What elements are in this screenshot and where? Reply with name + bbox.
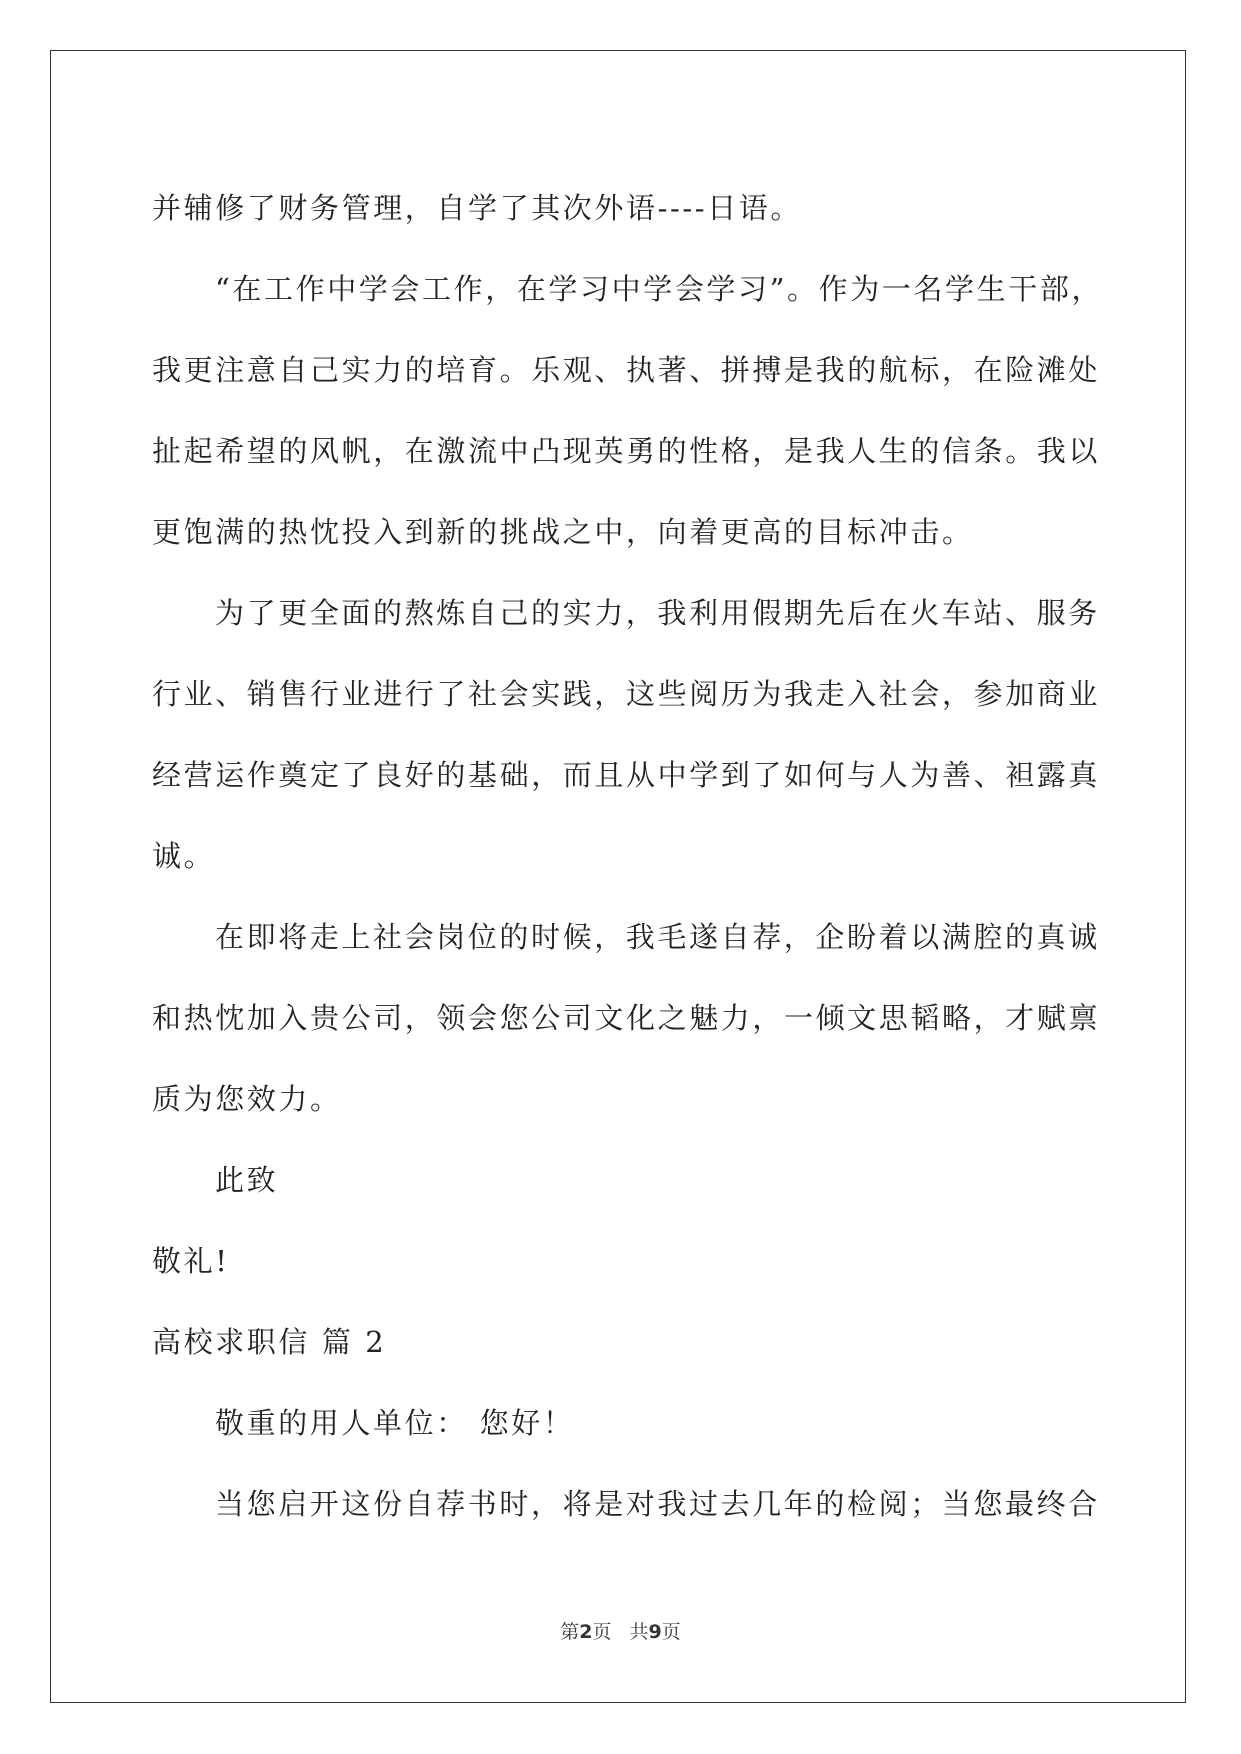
text-line: 为了更全面的熬炼自己的实力，我利用假期先后在火车站、服务: [215, 596, 1100, 630]
page-prefix: 第: [560, 1621, 580, 1643]
text-line: 质为您效力。: [152, 1082, 342, 1116]
salutation-regards: 敬礼!: [152, 1244, 230, 1278]
section-heading: 高校求职信 篇 2: [152, 1325, 387, 1359]
page-suffix: 页: [592, 1621, 612, 1643]
text-line: 诚。: [152, 839, 216, 873]
text-line: 当您启开这份自荐书时，将是对我过去几年的检阅；当您最终合: [215, 1487, 1100, 1521]
text-line: 行业、销售行业进行了社会实践，这些阅历为我走入社会，参加商业: [152, 677, 1101, 711]
page-footer: [0, 1617, 1241, 1644]
total-suffix: 页: [661, 1621, 681, 1643]
text-line: 我更注意自己实力的培育。乐观、执著、拼搏是我的航标，在险滩处: [152, 353, 1101, 387]
text-line: 经营运作奠定了良好的基础，而且从中学到了如何与人为善、袒露真: [152, 758, 1101, 792]
greeting-line: 敬重的用人单位： 您好！: [215, 1406, 575, 1440]
text-line: 更饱满的热忱投入到新的挑战之中，向着更高的目标冲击。: [152, 515, 974, 549]
salutation-closing: 此致: [215, 1163, 279, 1197]
document-body: [152, 168, 1104, 1545]
total-pages: 9: [648, 1621, 662, 1643]
text-line: 并辅修了财务管理，自学了其次外语----日语。: [152, 191, 802, 225]
text-line: “在工作中学会工作，在学习中学会学习”。作为一名学生干部，: [215, 272, 1104, 306]
page-number: 2: [579, 1621, 593, 1643]
text-line: 在即将走上社会岗位的时候，我毛遂自荐，企盼着以满腔的真诚: [215, 920, 1100, 954]
text-line: 扯起希望的风帆，在激流中凸现英勇的性格，是我人生的信条。我以: [152, 434, 1101, 468]
total-prefix: 共: [629, 1621, 649, 1643]
text-line: 和热忱加入贵公司，领会您公司文化之魅力，一倾文思韬略，才赋禀: [152, 1001, 1101, 1035]
